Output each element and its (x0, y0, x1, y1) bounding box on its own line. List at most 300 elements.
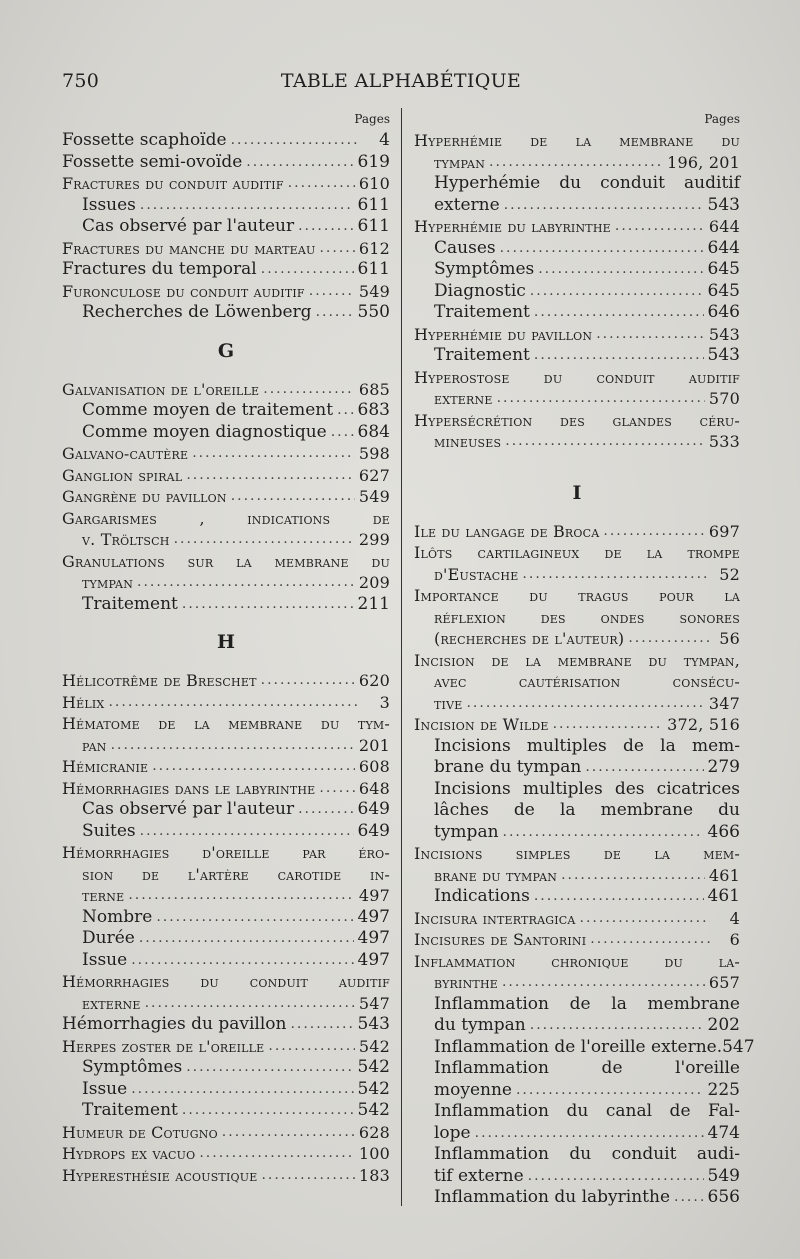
index-section-g (62, 379, 390, 616)
entry-term: Symptômes (434, 259, 535, 279)
entry-term: Galvano-cautère (62, 444, 189, 463)
dot-leader (522, 564, 710, 586)
entry-page-number: 550 (357, 302, 390, 322)
entry-page-number: 648 (358, 778, 390, 798)
index-entry (414, 302, 740, 324)
dot-leader (268, 1036, 354, 1058)
entry-page-number: 533 (708, 432, 740, 451)
entry-term: Comme moyen diagnostique (82, 421, 327, 442)
dot-leader (516, 1080, 704, 1102)
entry-term: Hyperesthésie acoustique (62, 1165, 258, 1185)
index-entry (414, 628, 740, 650)
entry-term: externe (434, 194, 500, 215)
entry-term: Issue (82, 949, 128, 970)
index-entry (414, 1166, 740, 1188)
dot-leader (131, 950, 353, 972)
index-entry (62, 1165, 390, 1187)
entry-term: Issues (82, 194, 136, 215)
entry-page-number: 547 (358, 993, 390, 1013)
entry-term: Fractures du manche du marteau (62, 238, 316, 258)
dot-leader (145, 993, 355, 1015)
entry-page-number: 608 (358, 757, 390, 776)
dot-leader (534, 345, 704, 367)
entry-term: v. Tröltsch (82, 530, 170, 549)
entry-term: Suites (82, 820, 136, 841)
index-entry (62, 1100, 390, 1122)
entry-term: Nombre (82, 906, 153, 927)
entry-term: Incisions multiples de la mem- (434, 735, 740, 756)
dot-leader (561, 865, 705, 887)
index-entry (414, 1144, 740, 1166)
entry-term: Hyperostose du conduit auditif (414, 367, 740, 387)
entry-page-number: 683 (357, 400, 390, 420)
dot-leader (500, 238, 704, 260)
entry-page-number: 646 (707, 302, 740, 322)
entry-term: Granulations sur la membrane du (62, 551, 390, 571)
entry-term: Fractures du conduit auditif (62, 174, 284, 193)
entry-term: sion de l'artère carotide in- (82, 864, 390, 884)
section-letter-g: G (217, 339, 235, 362)
entry-page-number: 201 (358, 735, 390, 755)
index-entry (62, 508, 390, 530)
index-entry (414, 521, 740, 543)
entry-term: Hémorrhagies dans le labyrinthe (62, 778, 316, 798)
index-entry (414, 585, 740, 607)
index-entry (62, 1122, 390, 1144)
index-entry (62, 864, 390, 886)
index-entry (62, 130, 390, 152)
entry-term: Durée (82, 928, 135, 948)
index-entry (62, 1143, 390, 1165)
index-entry (414, 671, 740, 693)
dot-leader (466, 693, 704, 715)
entry-term: Traitement (82, 593, 178, 614)
dot-leader (628, 628, 710, 650)
entry-term: Symptômes (82, 1057, 183, 1077)
entry-term: Cas observé par l'auteur (82, 216, 295, 236)
entry-term: Cas observé par l'auteur (82, 799, 295, 819)
entry-page-number: 279 (707, 757, 740, 777)
index-entry (62, 152, 390, 174)
dot-leader (152, 756, 355, 778)
dot-leader (156, 907, 353, 929)
dot-leader (585, 757, 703, 779)
dot-leader (528, 1166, 704, 1188)
entry-term: tive (434, 693, 463, 713)
index-entry (414, 564, 740, 586)
entry-page-number: 644 (708, 217, 740, 236)
entry-term: tif externe (434, 1165, 524, 1186)
dot-leader (263, 379, 355, 401)
entry-term: externe (82, 993, 141, 1013)
entry-term: lâches de la membrane du (434, 800, 740, 820)
entry-term: Causes (434, 237, 496, 258)
dot-leader (530, 281, 704, 303)
index-section-h (62, 670, 390, 1186)
index-entry (62, 572, 390, 594)
pages-column-label: Pages (704, 112, 740, 126)
index-entry (62, 950, 390, 972)
index-entry (414, 822, 740, 844)
index-entry (414, 1080, 740, 1102)
entry-term: tympan (434, 152, 486, 172)
dot-leader (319, 778, 354, 800)
index-entry (62, 1057, 390, 1079)
dot-leader (231, 130, 360, 152)
index-entry (414, 367, 740, 389)
entry-page-number: 649 (357, 820, 390, 841)
entry-page-number: 196, 201 (667, 152, 740, 172)
entry-page-number: 656 (707, 1187, 740, 1207)
entry-page-number: 628 (358, 1122, 390, 1142)
index-entry (62, 259, 390, 281)
dot-leader (553, 714, 664, 736)
dot-leader (140, 195, 354, 217)
dot-leader (261, 259, 354, 281)
dot-leader (288, 173, 355, 195)
entry-term: tympan (434, 821, 499, 842)
entry-term: Hyperhémie du labyrinthe (414, 217, 611, 236)
entry-page-number: 619 (357, 151, 390, 172)
entry-term: Traitement (434, 345, 530, 365)
dot-leader (309, 281, 355, 303)
entry-page-number: 657 (708, 973, 740, 992)
index-entry (414, 779, 740, 801)
entry-page-number: 542 (357, 1078, 390, 1099)
entry-page-number: 627 (358, 465, 390, 485)
dot-leader (192, 443, 355, 465)
entry-term: byrinthe (434, 973, 498, 992)
dot-leader (111, 735, 355, 757)
entry-page-number: 570 (708, 389, 740, 408)
entry-page-number: 183 (358, 1165, 390, 1185)
entry-term: Hélicotrême de Breschet (62, 671, 257, 690)
entry-page-number: 542 (358, 1036, 390, 1056)
entry-page-number: 461 (707, 886, 740, 906)
entry-page-number: 644 (707, 237, 740, 258)
entry-term: d'Eustache (434, 564, 519, 584)
index-entry (62, 928, 390, 950)
entry-page-number: 549 (707, 1165, 740, 1186)
index-entry (414, 1123, 740, 1145)
index-entry (62, 422, 390, 444)
entry-page-number: 543 (707, 345, 740, 365)
entry-page-number: 542 (357, 1057, 390, 1077)
entry-term: Humeur de Cotugno (62, 1122, 218, 1142)
dot-leader (186, 1057, 353, 1079)
entry-page-number: 645 (707, 259, 740, 279)
dot-leader (489, 152, 663, 174)
entry-page-number: 202 (707, 1015, 740, 1035)
index-section-hyper (414, 130, 740, 453)
entry-term: Incisions multiples des cicatrices (434, 778, 740, 799)
entry-term: Inflammation de l'oreille (434, 1058, 740, 1078)
index-entry (414, 410, 740, 432)
entry-page-number: 542 (357, 1100, 390, 1120)
entry-term: Inflammation du canal de Fal- (434, 1101, 740, 1121)
index-entry (414, 693, 740, 715)
index-entry (414, 714, 740, 736)
entry-term: Issue (82, 1078, 128, 1099)
entry-term: Importance du tragus pour la (414, 586, 740, 605)
entry-page-number: 372, 516 (667, 715, 740, 734)
entry-term: Hélix (62, 692, 105, 712)
index-entry (414, 908, 740, 930)
dot-leader (534, 302, 704, 324)
entry-page-number: 649 (357, 799, 390, 819)
entry-term: Inflammation de la membrane (434, 993, 740, 1014)
dot-leader (108, 692, 360, 714)
index-entry (414, 650, 740, 672)
entry-page-number: 497 (358, 886, 390, 905)
index-entry (62, 281, 390, 303)
dot-leader (603, 521, 704, 543)
index-entry (414, 1058, 740, 1080)
index-entry (414, 130, 740, 152)
entry-term: terne (82, 886, 125, 905)
entry-term: moyenne (434, 1079, 512, 1100)
entry-term: Galvanisation de l'oreille (62, 379, 260, 399)
index-entry (414, 388, 740, 410)
entry-page-number: 497 (357, 949, 390, 970)
entry-term: Incisures de Santorini (414, 930, 587, 949)
index-entry (62, 216, 390, 238)
index-entry (414, 324, 740, 346)
dot-leader (131, 1079, 353, 1101)
dot-leader (590, 929, 710, 951)
entry-term: brane du tympan (434, 757, 582, 777)
dot-leader (337, 400, 353, 422)
entry-term: Incisura intertragica (414, 908, 576, 928)
entry-term: mineuses (434, 432, 502, 451)
entry-term: Hydrops ex vacuo (62, 1144, 196, 1163)
entry-page-number: 225 (707, 1079, 740, 1100)
index-entry (62, 486, 390, 508)
entry-page-number: 543 (708, 324, 740, 344)
entry-page-number: 611 (357, 259, 390, 279)
entry-page-number: 497 (357, 928, 390, 948)
index-entry (62, 195, 390, 217)
entry-term: Recherches de Löwenberg (82, 302, 312, 322)
index-entry (62, 756, 390, 778)
index-entry (62, 1079, 390, 1101)
page-header (62, 70, 740, 100)
entry-term: Hypersécrétion des glandes céru- (414, 410, 740, 430)
entry-page-number: 209 (358, 573, 390, 592)
index-entry (414, 173, 740, 195)
index-entry (414, 865, 740, 887)
entry-page-number: 347 (708, 693, 740, 713)
index-entry (414, 994, 740, 1016)
dot-leader (530, 1015, 704, 1037)
entry-page-number: 611 (357, 216, 390, 236)
index-entry (62, 799, 390, 821)
entry-term: Traitement (434, 302, 530, 322)
entry-page-number: 611 (357, 194, 390, 215)
entry-term: Fossette semi-ovoïde (62, 151, 243, 172)
dot-leader (580, 908, 710, 930)
index-entry (414, 951, 740, 973)
dot-leader (497, 388, 705, 410)
entry-term: Ile du langage de Broca (414, 521, 600, 541)
index-entry (62, 238, 390, 260)
entry-term: Inflammation du labyrinthe (434, 1187, 671, 1207)
index-entry (414, 607, 740, 629)
index-entry (414, 345, 740, 367)
entry-term: Ganglion spiral (62, 465, 183, 485)
right-column (414, 108, 755, 1209)
entry-page-number: 645 (707, 280, 740, 301)
entry-term: Gangrène du pavillon (62, 487, 227, 506)
index-entry (62, 993, 390, 1015)
dot-leader (319, 238, 354, 260)
entry-page-number: 549 (358, 281, 390, 301)
index-entry (62, 692, 390, 714)
dot-leader (615, 216, 705, 238)
entry-page-number: 543 (707, 194, 740, 215)
index-entry (414, 843, 740, 865)
index-entry (414, 972, 740, 994)
entry-term: Incisions simples de la mem- (414, 844, 740, 863)
index-entry (62, 379, 390, 401)
entry-page-number: 612 (358, 238, 390, 258)
dot-leader (331, 422, 354, 444)
index-entry (62, 594, 390, 616)
left-column (62, 108, 390, 1186)
entry-term: Inflammation chronique du la- (414, 951, 740, 971)
index-entry (62, 400, 390, 422)
index-entry (414, 886, 740, 908)
index-section-i (414, 521, 755, 1209)
index-entry (62, 842, 390, 864)
dot-leader (538, 259, 703, 281)
dot-leader (137, 572, 355, 594)
dot-leader (534, 886, 704, 908)
entry-term: Traitement (82, 1100, 178, 1120)
index-entry (62, 173, 390, 195)
entry-term: du tympan (434, 1015, 526, 1035)
index-entry (62, 907, 390, 929)
dot-leader (174, 529, 355, 551)
entry-term: brane du tympan (434, 865, 558, 885)
entry-page-number: 543 (357, 1014, 390, 1034)
entry-page-number: 211 (357, 593, 390, 614)
dot-leader (246, 152, 353, 174)
entry-page-number: 474 (707, 1122, 740, 1143)
index-entry (414, 431, 740, 453)
index-entry (414, 195, 740, 217)
entry-page-number: 100 (358, 1144, 390, 1163)
entry-page-number: 598 (358, 444, 390, 463)
section-letter-i: I (572, 481, 582, 504)
entry-term: Hyperhémie du pavillon (414, 324, 593, 344)
index-entry (414, 736, 740, 758)
entry-term: pan (82, 735, 107, 755)
entry-term: Hyperhémie de la membrane du (414, 131, 740, 150)
dot-leader (182, 1100, 354, 1122)
dot-leader (261, 1165, 354, 1187)
index-entry (414, 757, 740, 779)
pages-column-label: Pages (354, 112, 390, 126)
entry-term: Hémorrhagies du pavillon (62, 1014, 287, 1034)
entry-term: externe (434, 389, 493, 408)
index-entry (414, 929, 740, 951)
dot-leader (128, 885, 355, 907)
entry-term: Indications (434, 886, 530, 906)
index-entry (62, 1014, 390, 1036)
dot-leader (199, 1143, 355, 1165)
entry-term: Hémorrhagies d'oreille par éro- (62, 843, 390, 862)
dot-leader (503, 822, 704, 844)
dot-leader (139, 928, 354, 950)
entry-term: Diagnostic (434, 280, 526, 301)
index-entry (414, 1101, 740, 1123)
entry-term: Fractures du temporal (62, 259, 257, 279)
dot-leader (261, 670, 355, 692)
index-entry (62, 821, 390, 843)
page-number: 750 (62, 70, 100, 92)
entry-term: Inflammation de l'oreille externe. (434, 1036, 723, 1057)
dot-leader (316, 302, 354, 324)
entry-page-number: 547 (722, 1036, 755, 1057)
entry-term: tympan (82, 573, 134, 592)
index-entry (62, 971, 390, 993)
index-entry (414, 1036, 755, 1059)
entry-page-number: 4 (379, 130, 390, 150)
dot-leader (475, 1123, 704, 1145)
entry-term: Incision de Wilde (414, 715, 549, 734)
dot-leader (298, 799, 353, 821)
dot-leader (186, 465, 355, 487)
index-entry (62, 1036, 390, 1058)
entry-page-number: 4 (729, 908, 740, 928)
dot-leader (674, 1187, 704, 1209)
index-entry (414, 152, 740, 174)
index-entry (414, 800, 740, 822)
entry-term: Fossette scaphoïde (62, 130, 227, 150)
index-entry (62, 735, 390, 757)
dot-leader (596, 324, 705, 346)
entry-page-number: 3 (379, 692, 390, 712)
index-entry (414, 259, 740, 281)
index-entry (62, 529, 390, 551)
index-entry (414, 281, 740, 303)
entry-term: Inflammation du conduit audi- (434, 1144, 740, 1164)
entry-page-number: 466 (707, 821, 740, 842)
index-entry (414, 1187, 740, 1209)
entry-term: Gargarismes , indications de (62, 508, 390, 528)
entry-page-number: 52 (719, 564, 740, 584)
index-entry (62, 778, 390, 800)
dot-leader (231, 486, 355, 508)
entry-term: Furonculose du conduit auditif (62, 281, 305, 301)
index-section-f (62, 130, 390, 324)
entry-term: Incision de la membrane du tympan, (414, 650, 740, 670)
entry-term: Comme moyen de traitement (82, 400, 334, 420)
dot-leader (182, 594, 354, 616)
index-entry (62, 443, 390, 465)
entry-term: Hémorrhagies du conduit auditif (62, 972, 390, 991)
entry-page-number: 497 (357, 906, 390, 927)
column-divider (401, 108, 402, 1206)
entry-term: Hyperhémie du conduit auditif (434, 173, 740, 193)
entry-term: avec cautérisation consécu- (434, 672, 740, 691)
dot-leader (505, 431, 705, 453)
entry-page-number: 610 (358, 174, 390, 193)
dot-leader (298, 216, 353, 238)
entry-page-number: 56 (719, 629, 740, 648)
index-entry (62, 713, 390, 735)
